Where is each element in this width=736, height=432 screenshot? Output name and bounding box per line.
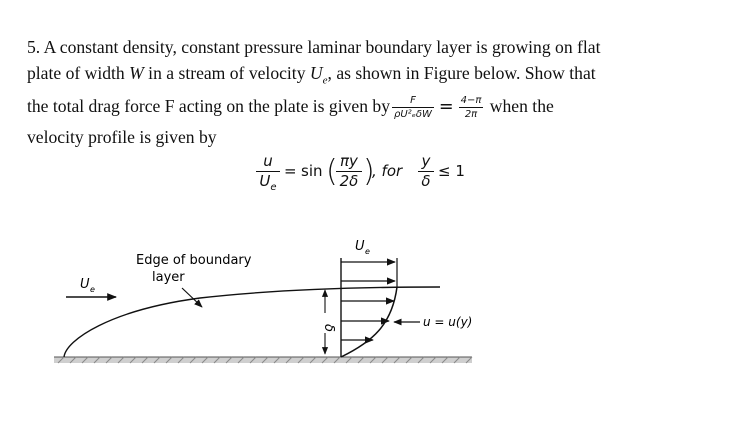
equation-equals: = — [284, 162, 297, 180]
lhs-denominator-subscript: e — [270, 182, 277, 193]
for-text: , for — [372, 162, 403, 180]
drag-fraction — [392, 94, 434, 121]
delta-label: δ — [321, 324, 336, 332]
condition-denominator: δ — [421, 172, 431, 190]
lhs-numerator: u — [256, 152, 280, 172]
velocity-subscript: e — [322, 74, 328, 87]
lhs-fraction — [256, 152, 280, 197]
boundary-layer-edge-curve — [64, 287, 440, 357]
drag-fraction-numerator: F — [392, 94, 434, 108]
left-paren: ( — [326, 154, 338, 189]
condition-fraction — [418, 152, 434, 191]
argument-numerator: πy — [336, 152, 362, 172]
line2-text-a: plate of width — [27, 62, 130, 83]
velocity-profile — [341, 239, 397, 357]
problem-line-1: 5. A constant density, constant pressure laminar boundary layer is growing on flat — [27, 37, 601, 57]
profile-label: u = u(y) — [423, 315, 473, 329]
sine-function: sin — [301, 162, 323, 180]
profile-top-subscript: e — [365, 247, 370, 256]
velocity-symbol: U — [309, 62, 323, 83]
argument-denominator: 2δ — [339, 172, 359, 190]
right-paren: ) — [363, 154, 375, 189]
flat-plate — [54, 357, 472, 363]
problem-line-2 — [27, 61, 717, 94]
freestream-subscript: e — [90, 285, 95, 294]
ratio-denominator: 2π — [464, 108, 478, 120]
problem-statement — [27, 35, 717, 150]
boundary-layer-figure — [0, 230, 736, 432]
line3-text-b: when the — [489, 95, 554, 116]
line2-text-b: in a stream of velocity — [143, 62, 310, 83]
freestream-velocity — [66, 277, 116, 297]
drag-fraction-denominator: ρU²ₑδW — [394, 108, 432, 120]
lhs-denominator-symbol: U — [259, 172, 271, 190]
condition-numerator: y — [418, 152, 434, 172]
profile-top-label: U — [355, 239, 365, 254]
condition-relation: ≤ 1 — [438, 162, 465, 180]
line2-text-c: , as shown in Figure below. Show that — [327, 62, 596, 83]
drag-equals: = — [438, 96, 454, 117]
edge-label-line-1: Edge of boundary — [136, 253, 252, 268]
ratio-numerator: 4−π — [460, 94, 482, 106]
line3-text-a: the total drag force F acting on the plate is given by — [27, 95, 391, 116]
sine-argument — [336, 152, 362, 191]
thickness-indicator — [321, 290, 336, 354]
freestream-label: U — [80, 277, 90, 292]
problem-line-3 — [27, 94, 717, 121]
ratio-fraction — [459, 94, 484, 121]
problem-line-4: velocity profile is given by — [27, 126, 217, 147]
edge-label-line-2: layer — [152, 270, 185, 285]
lhs-denominator — [256, 172, 280, 197]
width-symbol: W — [129, 62, 144, 83]
